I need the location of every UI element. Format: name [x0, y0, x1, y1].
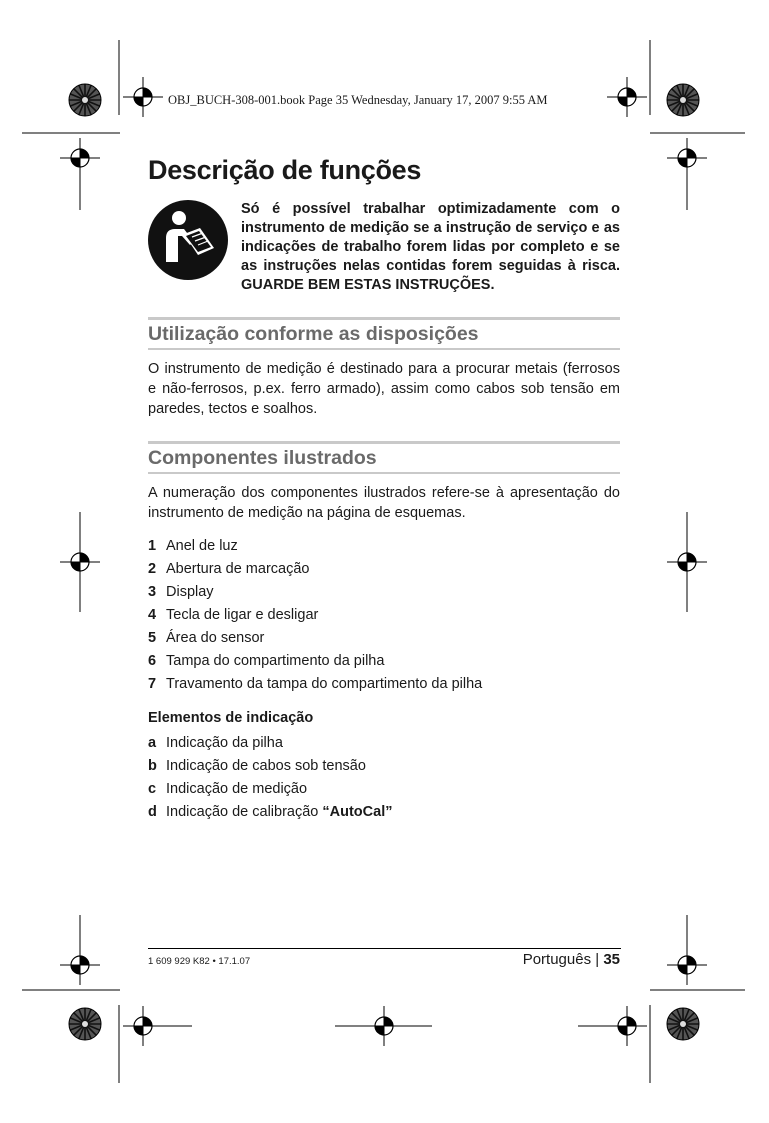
item-letter: b: [148, 758, 157, 774]
read-manual-icon: [148, 200, 228, 280]
item-number: 3: [148, 584, 157, 600]
item-label: Tampa do compartimento da pilha: [166, 653, 385, 669]
main-content: [148, 155, 620, 824]
page-number: 35: [603, 951, 620, 968]
item-letter: c: [148, 781, 157, 797]
list-item: [148, 558, 620, 581]
item-label: Abertura de marcação: [166, 561, 310, 577]
list-item: [148, 581, 620, 604]
item-number: 5: [148, 630, 157, 646]
footer-page: [498, 951, 620, 968]
list-item: [148, 627, 620, 650]
section-body-components: A numeração dos componentes ilustrados refere-se à apresentação do instrumento de medição na página de esquemas.: [148, 485, 620, 521]
components-list: [148, 535, 620, 696]
item-label: Tecla de ligar e desligar: [166, 607, 319, 623]
section-title-components: Componentes ilustrados: [148, 447, 377, 469]
print-header: OBJ_BUCH-308-001.book Page 35 Wednesday, January 17, 2007 9:55 AM: [168, 93, 548, 107]
list-item: [148, 535, 620, 558]
section-heading-usage: [148, 317, 620, 350]
footer-language: Português |: [522, 951, 604, 968]
list-item: [148, 673, 620, 696]
item-number: 4: [148, 607, 157, 623]
section-heading-components: [148, 441, 620, 474]
list-item: [148, 778, 620, 801]
list-item: [148, 755, 620, 778]
item-number: 6: [148, 653, 157, 669]
list-item: [148, 650, 620, 673]
item-letter: a: [148, 735, 157, 751]
list-item: [148, 801, 620, 824]
page-title: Descrição de funções: [148, 155, 422, 185]
item-number: 2: [148, 561, 157, 577]
item-label: Anel de luz: [166, 538, 238, 554]
item-letter: d: [148, 804, 157, 820]
section-body-usage: O instrumento de medição é destinado para a procurar metais (ferrosos e não-ferrosos, p.ex. ferro armado), assim como cabos sob tensão em paredes, tectos e soalhos.: [148, 361, 620, 417]
list-item: [148, 732, 620, 755]
intro-warning-text: Só é possível trabalhar optimizadamente com o instrumento de medição se a instrução de serviço e as indicações de trabalho forem lidas por completo e se as instruções nelas contidas forem seguidas à risca. GUARDE BEM ESTAS INSTRUÇÕES.: [241, 201, 620, 293]
list-item: [148, 604, 620, 627]
item-label: Indicação de medição: [166, 781, 308, 797]
indication-list: [148, 732, 620, 824]
autocal-label: “AutoCal”: [322, 804, 393, 820]
item-label: Indicação da pilha: [166, 735, 283, 751]
section-title-usage: Utilização conforme as disposições: [148, 323, 479, 345]
intro-block: [148, 200, 620, 295]
item-label: Indicação de cabos sob tensão: [166, 758, 366, 774]
footer-rule: [148, 948, 621, 949]
item-number: 7: [148, 676, 157, 692]
indication-heading: Elementos de indicação: [148, 710, 314, 726]
item-label: Indicação de calibração: [166, 804, 323, 820]
item-label: Travamento da tampa do compartimento da pilha: [166, 676, 483, 692]
footer-code: 1 609 929 K82 • 17.1.07: [148, 956, 251, 967]
item-label: Área do sensor: [166, 630, 265, 646]
item-number: 1: [148, 538, 157, 554]
item-label: Display: [166, 584, 214, 600]
